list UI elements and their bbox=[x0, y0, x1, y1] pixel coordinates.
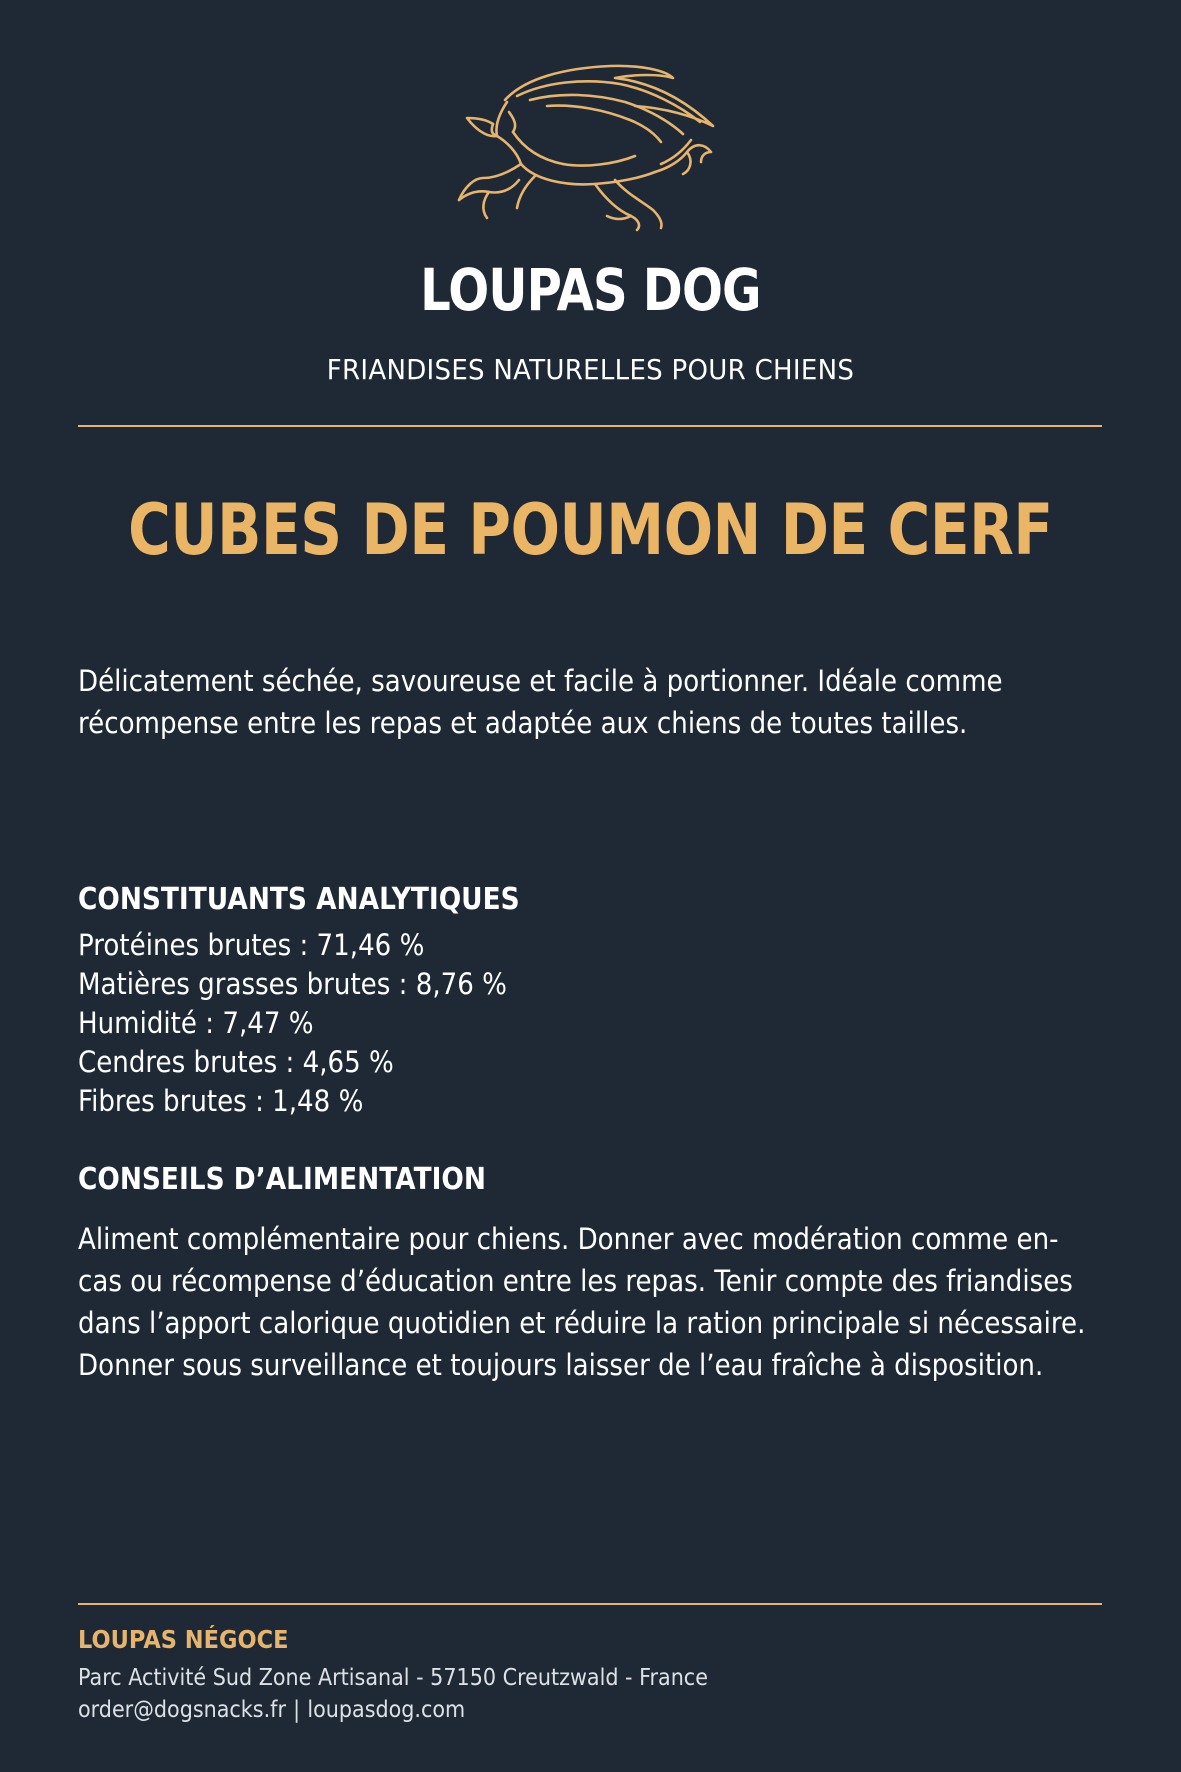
footer-company: LOUPAS NÉGOCE bbox=[78, 1625, 289, 1654]
analytics-item-moisture: Humidité : 7,47 % bbox=[78, 1006, 314, 1040]
feeding-text: Aliment complémentaire pour chiens. Donner avec modération comme en-cas ou récompense d’éducation entre les repas. Tenir compte des friandises dans l’apport calorique quotidien et réduire la ration principale si nécessaire. Donner sous surveillance et toujours laisser de l’eau fraîche à disposition. bbox=[78, 1222, 1086, 1382]
footer-separator: | bbox=[293, 1697, 301, 1723]
analytics-list bbox=[78, 926, 507, 1121]
winged-dog-icon bbox=[455, 60, 730, 245]
analytics-item-fat: Matières grasses brutes : 8,76 % bbox=[78, 967, 507, 1001]
header-divider bbox=[78, 425, 1102, 427]
brand-tagline: FRIANDISES NATURELLES POUR CHIENS bbox=[326, 353, 855, 386]
footer-divider bbox=[78, 1603, 1102, 1605]
product-title: CUBES DE POUMON DE CERF bbox=[128, 489, 1053, 571]
footer-address: Parc Activité Sud Zone Artisanal - 57150 Creutzwald - France bbox=[78, 1665, 708, 1691]
footer-contact bbox=[78, 1694, 465, 1726]
footer-website: loupasdog.com bbox=[307, 1697, 466, 1723]
product-description: Délicatement séchée, savoureuse et facile à portionner. Idéale comme récompense entre les repas et adaptée aux chiens de toutes tailles. bbox=[78, 664, 1003, 740]
analytics-heading: CONSTITUANTS ANALYTIQUES bbox=[78, 882, 520, 917]
feeding-heading: CONSEILS D’ALIMENTATION bbox=[78, 1162, 486, 1197]
analytics-item-protein: Protéines brutes : 71,46 % bbox=[78, 928, 425, 962]
brand-name: LOUPAS DOG bbox=[420, 256, 761, 324]
analytics-item-fibre: Fibres brutes : 1,48 % bbox=[78, 1084, 364, 1118]
footer-email: order@dogsnacks.fr bbox=[78, 1697, 286, 1723]
analytics-item-ash: Cendres brutes : 4,65 % bbox=[78, 1045, 394, 1079]
